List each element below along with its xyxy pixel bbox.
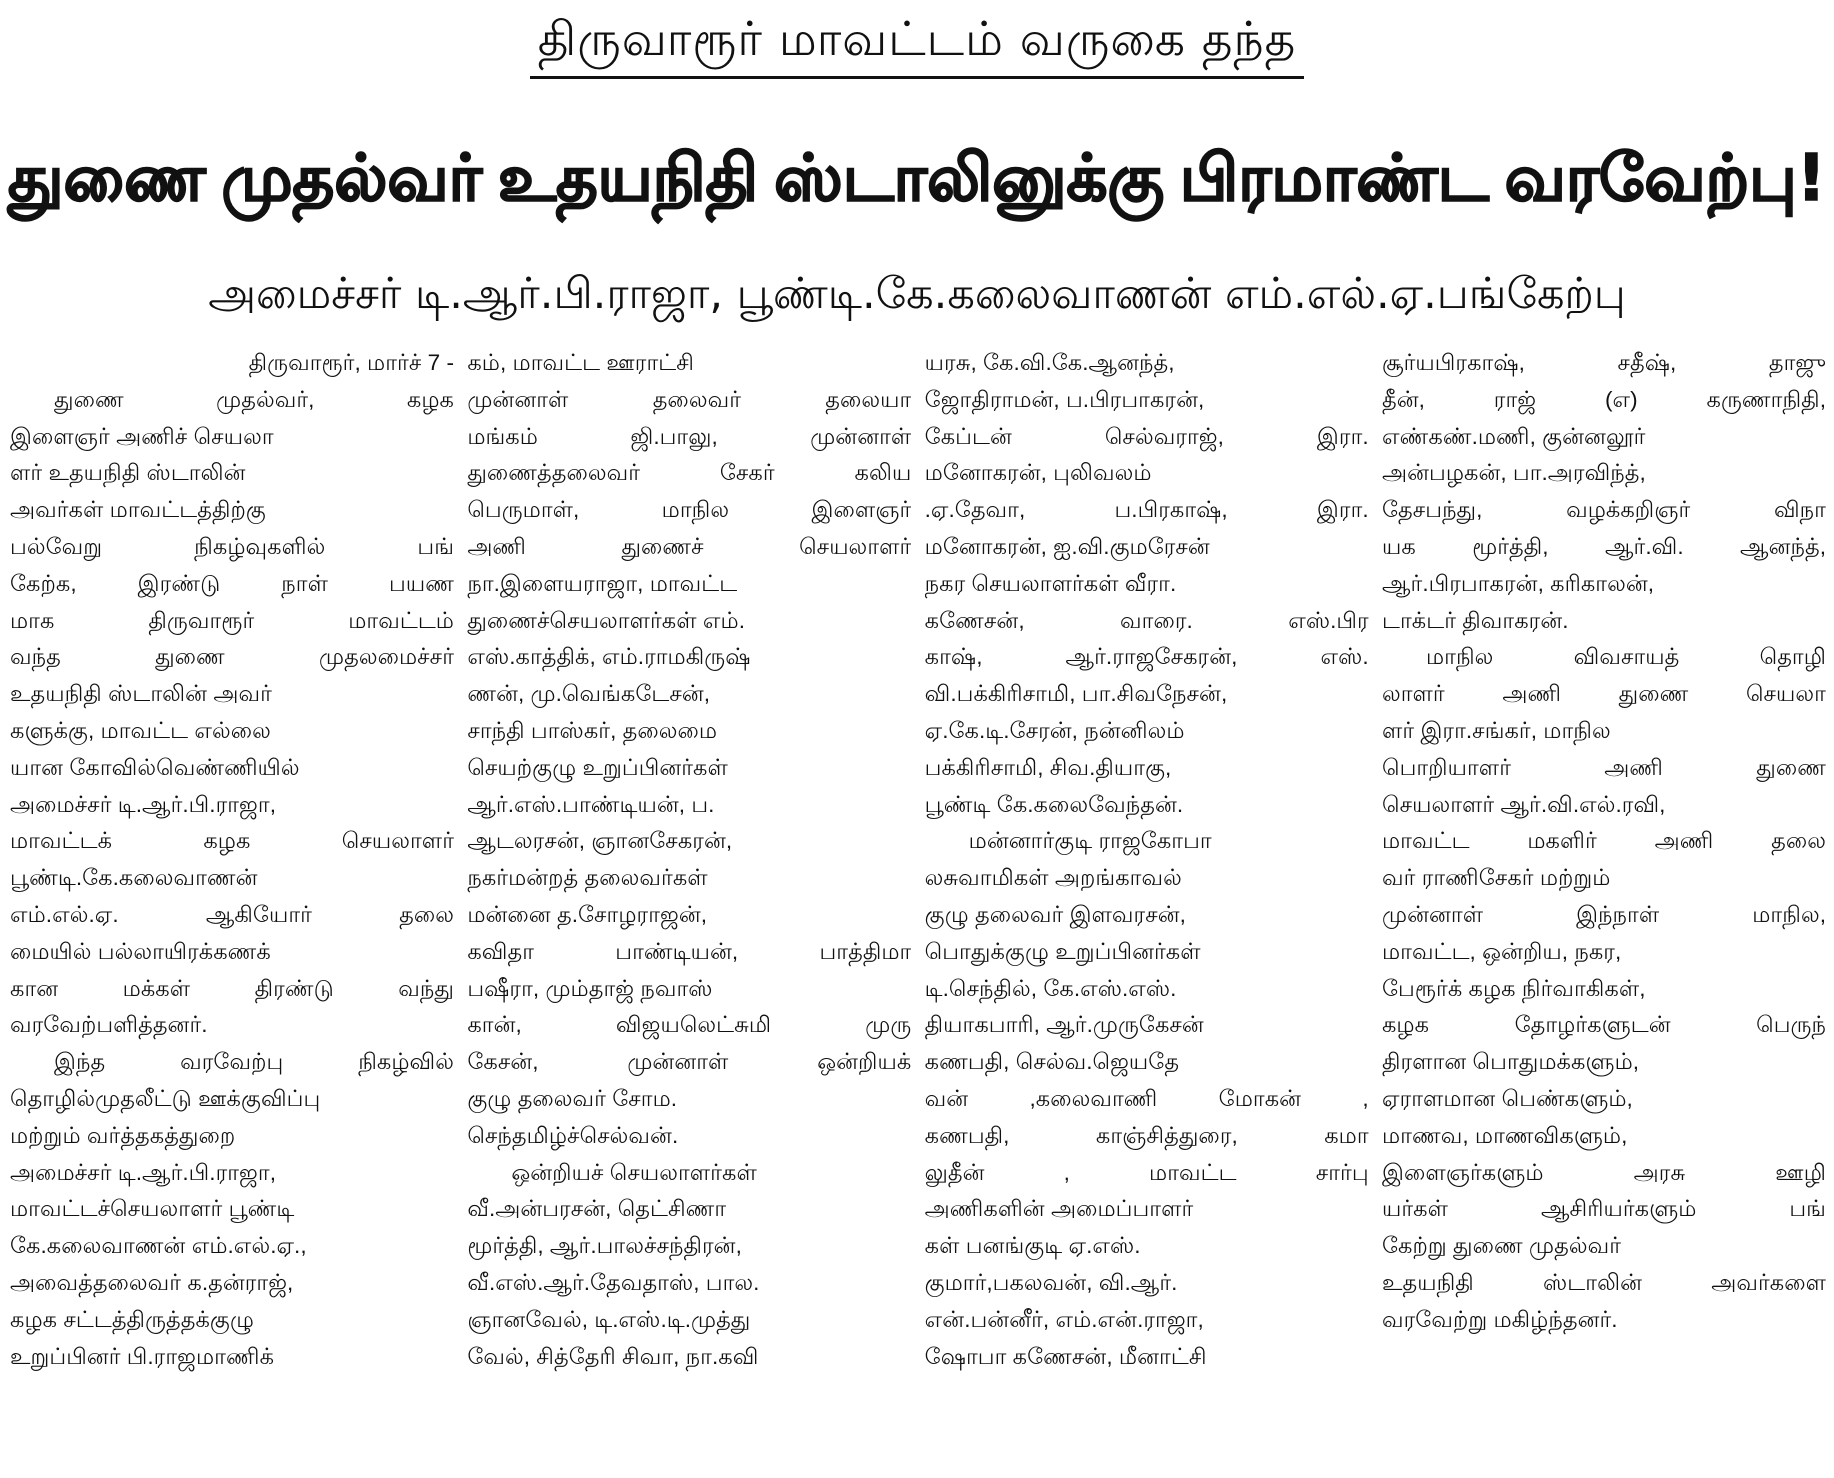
article-line: கணபதி, காஞ்சித்துரை, கமா xyxy=(924,1122,1369,1148)
article-line: அவர்கள் மாவட்டத்திற்கு xyxy=(10,497,266,523)
article-line: ணன், மு.வெங்கடேசன், xyxy=(467,681,711,707)
article-line: லசுவாமிகள் அறங்காவல் xyxy=(924,865,1182,891)
article-line: உதயநிதி ஸ்டாலின் அவர்களை xyxy=(1381,1269,1826,1295)
article-line: ஜோதிராமன், ப.பிரபாகரன், xyxy=(924,386,1205,412)
article-line: தியாகபாரி, ஆர்.முருகேசன் xyxy=(924,1012,1204,1038)
article-line: கவிதா பாண்டியன், பாத்திமா xyxy=(467,938,912,964)
article-line: மன்னை த.சோழராஜன், xyxy=(467,901,708,927)
article-line: அமைச்சர் டி.ஆர்.பி.ராஜா, xyxy=(10,791,276,817)
article-line: துணைத்தலைவர் சேகர் கலிய xyxy=(467,460,912,486)
article-line: மாணவ, மாணவிகளும், xyxy=(1381,1122,1628,1148)
article-line: எம்.எல்.ஏ. ஆகியோர் தலை xyxy=(10,901,454,927)
article-line: யக மூர்த்தி, ஆர்.வி. ஆனந்த், xyxy=(1381,533,1826,559)
article-line: திருவாரூர், மார்ச் 7 - xyxy=(248,350,454,375)
article-line: மனோகரன், ஐ.வி.குமரேசன் xyxy=(924,533,1210,559)
article-line: மாவட்ட மகளிர் அணி தலை xyxy=(1381,828,1826,854)
article-line: மூர்த்தி, ஆர்.பாலச்சந்திரன், xyxy=(467,1233,742,1259)
article-line: கான மக்கள் திரண்டு வந்து xyxy=(10,975,454,1001)
article-line: கள் பனங்குடி ஏ.எஸ். xyxy=(924,1233,1141,1259)
article-line: கான், விஜயலெட்சுமி முரு xyxy=(467,1012,912,1038)
article-line: லுதீன் , மாவட்ட சார்பு xyxy=(924,1159,1369,1185)
article-line: அன்பழகன், பா.அரவிந்த், xyxy=(1381,460,1646,486)
article-line: குழு தலைவர் இளவரசன், xyxy=(924,901,1186,927)
article-line: துணைச்செயலாளர்கள் எம். xyxy=(467,607,745,633)
article-line: கழக சட்டத்திருத்தக்குழு xyxy=(10,1306,254,1332)
article-line: பல்வேறு நிகழ்வுகளில் பங் xyxy=(10,533,454,559)
article-line: முன்னாள் இந்நாள் மாநில, xyxy=(1381,901,1826,927)
article-line: என்.பன்னீர், எம்.என்.ராஜா, xyxy=(924,1306,1204,1332)
article-line: மனோகரன், புலிவலம் xyxy=(924,460,1152,486)
article-line: வீ.எஸ்.ஆர்.தேவதாஸ், பால. xyxy=(467,1269,760,1295)
article-line: கேசன், முன்னாள் ஒன்றியக் xyxy=(467,1049,912,1075)
article-line: வர் ராணிசேகர் மற்றும் xyxy=(1381,865,1611,891)
article-line: நகர்மன்றத் தலைவர்கள் xyxy=(467,865,708,891)
article-line: மாக திருவாரூர் மாவட்டம் xyxy=(10,607,454,633)
article-line: ஆடலரசன், ஞானசேகரன், xyxy=(467,828,733,854)
article-line: கேப்டன் செல்வராஜ், இரா. xyxy=(924,423,1369,449)
article-line: கே.கலைவாணன் எம்.எல்.ஏ., xyxy=(10,1233,307,1259)
article-line: ஏ.கே.டி.சேரன், நன்னிலம் xyxy=(924,717,1185,743)
article-line: செயற்குழு உறுப்பினர்கள் xyxy=(467,754,728,780)
article-line: கணபதி, செல்வ.ஜெயதே xyxy=(924,1049,1180,1075)
article-line: மாவட்டக் கழக செயலாளர் xyxy=(10,828,454,854)
article-line: ளர் உதயநிதி ஸ்டாலின் xyxy=(10,460,246,486)
article-line: யர்கள் ஆசிரியர்களும் பங் xyxy=(1381,1196,1826,1222)
article-line: வேல், சித்தேரி சிவா, நா.கவி xyxy=(467,1343,759,1369)
headline-word: வரவேற்பு! xyxy=(1504,142,1826,216)
article-line: செயலாளர் ஆர்.வி.எல்.ரவி, xyxy=(1381,791,1666,817)
article-line: சாந்தி பாஸ்கர், தலைமை xyxy=(467,717,718,743)
article-line: மாநில விவசாயத் தொழி xyxy=(1425,644,1826,670)
article-line: காஷ், ஆர்.ராஜசேகரன், எஸ். xyxy=(924,644,1369,670)
article-line: இளைஞர் அணிச் செயலா xyxy=(10,423,274,449)
article-line: டாக்டர் திவாகரன். xyxy=(1381,607,1569,633)
kicker-headline: திருவாரூர் மாவட்டம் வருகை தந்த xyxy=(530,6,1305,79)
article-line: எண்கண்.மணி, குன்னலூர் xyxy=(1381,423,1646,449)
article-line: லாளர் அணி துணை செயலா xyxy=(1381,681,1826,707)
kicker-wrapper xyxy=(0,6,1834,79)
article-line: வந்த துணை முதலமைச்சர் xyxy=(10,644,454,670)
article-line: இளைஞர்களும் அரசு ஊழி xyxy=(1381,1159,1826,1185)
article-line: உதயநிதி ஸ்டாலின் அவர் xyxy=(10,681,272,707)
article-line: கழக தோழர்களுடன் பெருந் xyxy=(1381,1012,1826,1038)
article-line: தேசபந்து, வழக்கறிஞர் விநா xyxy=(1381,497,1826,523)
main-headline xyxy=(8,104,1826,254)
article-line: அவைத்தலைவர் க.தன்ராஜ், xyxy=(10,1269,294,1295)
article-line: குமார்,பகலவன், வி.ஆர். xyxy=(924,1269,1178,1295)
article-line: வன் ,கலைவாணி மோகன் , xyxy=(924,1085,1369,1111)
article-line: மாவட்ட, ஒன்றிய, நகர, xyxy=(1381,938,1622,964)
article-line: மற்றும் வர்த்தகத்துறை xyxy=(10,1122,236,1148)
article-line: ஞானவேல், டி.எஸ்.டி.முத்து xyxy=(467,1306,751,1332)
article-column-2 xyxy=(467,345,911,1470)
article-line: ஆர்.பிரபாகரன், கரிகாலன், xyxy=(1381,570,1655,596)
article-line: கேற்க, இரண்டு நாள் பயண xyxy=(10,570,454,596)
article-line: உறுப்பினர் பி.ராஜமாணிக் xyxy=(10,1343,275,1369)
article-line: அணிகளின் அமைப்பாளர் xyxy=(924,1196,1194,1222)
article-line: அமைச்சர் டி.ஆர்.பி.ராஜா, xyxy=(10,1159,276,1185)
article-column-1 xyxy=(10,345,454,1470)
article-line: பொதுக்குழு உறுப்பினர்கள் xyxy=(924,938,1201,964)
article-line: வீ.அன்பரசன், தெட்சிணா xyxy=(467,1196,727,1222)
headline-word: பிரமாண்ட xyxy=(1179,142,1489,216)
article-line: மாவட்டச்செயலாளர் பூண்டி xyxy=(10,1196,295,1222)
headline-word: ஸ்டாலினுக்கு xyxy=(773,142,1164,216)
article-line: குழு தலைவர் சோம. xyxy=(467,1085,678,1111)
headline-word: உதயநிதி xyxy=(497,142,758,216)
article-column-4 xyxy=(1382,345,1826,1470)
article-line: யரசு, கே.வி.கே.ஆனந்த், xyxy=(924,350,1175,375)
article-line: பக்கிரிசாமி, சிவ.தியாகு, xyxy=(924,754,1172,780)
article-column-3 xyxy=(925,345,1369,1470)
article-line: மன்னார்குடி ராஜகோபா xyxy=(968,828,1212,854)
article-line: பஷீரா, மும்தாஜ் நவாஸ் xyxy=(467,975,713,1001)
article-line: நகர செயலாளர்கள் வீரா. xyxy=(924,570,1177,596)
article-line: வரவேற்பளித்தனர். xyxy=(10,1012,208,1038)
article-line: ஒன்றியச் செயலாளர்கள் xyxy=(511,1159,757,1185)
article-line: பூண்டி.கே.கலைவாணன் xyxy=(10,865,258,891)
article-line: எஸ்.காத்திக், எம்.ராமகிருஷ் xyxy=(467,644,751,670)
article-line: கம், மாவட்ட ஊராட்சி xyxy=(467,350,694,375)
article-line: மங்கம் ஜி.பாலு, முன்னாள் xyxy=(467,423,912,449)
article-line: ஏராளமான பெண்களும், xyxy=(1381,1085,1633,1111)
article-line: அணி துணைச் செயலாளர் xyxy=(467,533,912,559)
article-line: ஆர்.எஸ்.பாண்டியன், ப. xyxy=(467,791,715,817)
article-line: தீன், ராஜ் (எ) கருணாநிதி, xyxy=(1381,386,1826,412)
article-line: பொறியாளர் அணி துணை xyxy=(1381,754,1826,780)
article-line: வரவேற்று மகிழ்ந்தனர். xyxy=(1381,1306,1618,1332)
article-line: இந்த வரவேற்பு நிகழ்வில் xyxy=(54,1049,454,1075)
article-line: கேற்று துணை முதல்வர் xyxy=(1381,1233,1622,1259)
article-line: பேரூர்க் கழக நிர்வாகிகள், xyxy=(1381,975,1646,1001)
article-line: வி.பக்கிரிசாமி, பா.சிவநேசன், xyxy=(924,681,1228,707)
article-body xyxy=(10,345,1826,1470)
headline-word: முதல்வர் xyxy=(221,142,482,216)
article-line: பெருமாள், மாநில இளைஞர் xyxy=(467,497,912,523)
article-line: ளர் இரா.சங்கர், மாநில xyxy=(1381,717,1611,743)
article-line: ஷோபா கணேசன், மீனாட்சி xyxy=(924,1343,1207,1369)
article-line: திரளான பொதுமக்களும், xyxy=(1381,1049,1640,1075)
article-line: தொழில்முதலீட்டு ஊக்குவிப்பு xyxy=(10,1085,321,1111)
article-line: மையில் பல்லாயிரக்கணக் xyxy=(10,938,271,964)
article-line: யான கோவில்வெண்ணியில் xyxy=(10,754,300,780)
article-line: சூர்யபிரகாஷ், சதீஷ், தாஜு xyxy=(1381,350,1826,375)
article-line: .ஏ.தேவா, ப.பிரகாஷ், இரா. xyxy=(924,497,1369,523)
article-line: முன்னாள் தலைவர் தலையா xyxy=(467,386,912,412)
article-line: கணேசன், வாரை. எஸ்.பிர xyxy=(924,607,1369,633)
headline-word: துணை xyxy=(8,142,206,216)
subheadline: அமைச்சர் டி.ஆர்.பி.ராஜா, பூண்டி.கே.கலைவாணன் எம்.எல்.ஏ.பங்கேற்பு xyxy=(208,269,1626,319)
article-line: செந்தமிழ்ச்செல்வன். xyxy=(467,1122,679,1148)
article-line: துணை முதல்வர், கழக xyxy=(54,386,454,412)
article-line: டி.செந்தில், கே.எஸ்.எஸ். xyxy=(924,975,1177,1001)
article-line: நா.இளையராஜா, மாவட்ட xyxy=(467,570,738,596)
article-line: பூண்டி கே.கலைவேந்தன். xyxy=(924,791,1184,817)
article-line: களுக்கு, மாவட்ட எல்லை xyxy=(10,717,271,743)
